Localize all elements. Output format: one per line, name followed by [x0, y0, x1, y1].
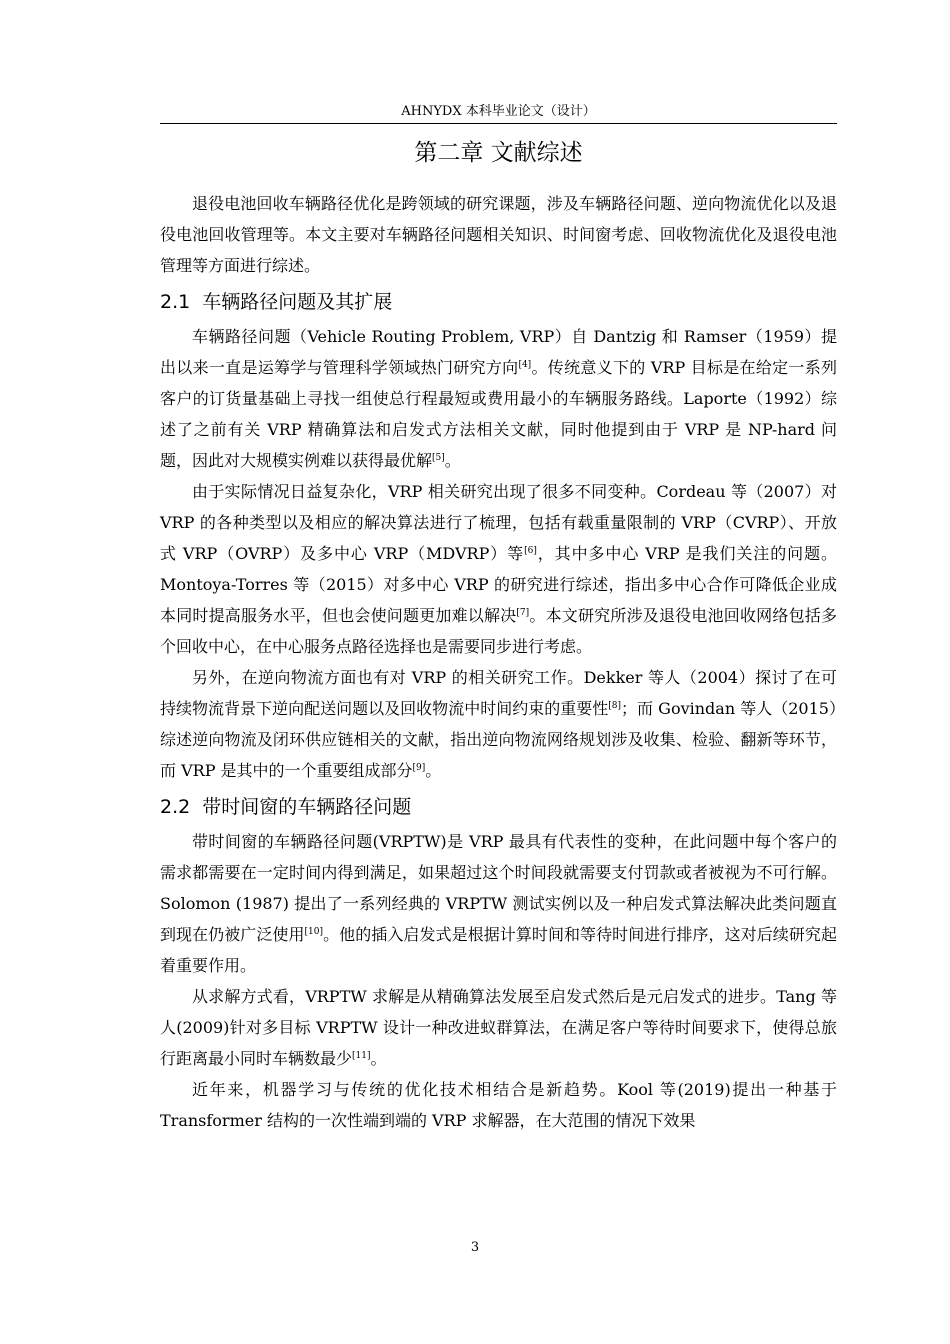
chapter-title: 第二章 文献综述 — [414, 140, 583, 166]
body-text — [160, 188, 837, 1136]
citation: [6] — [524, 546, 537, 556]
section-heading-2-2 — [160, 790, 837, 824]
section-number: 2.1 — [160, 291, 191, 313]
citation: [10] — [304, 927, 324, 937]
header-rule — [160, 123, 837, 124]
citation: [4] — [518, 360, 532, 370]
intro-paragraph: 退役电池回收车辆路径优化是跨领域的研究课题，涉及车辆路径问题、逆向物流优化以及退役电池回收管理等。本文主要对车辆路径问题相关知识、时间窗考虑、回收物流优化及退役电池管理等方面进行综述。 — [160, 194, 837, 275]
paragraph: 另外，在逆向物流方面也有对 VRP 的相关研究工作。Dekker 等人（2004）探讨了在可持续物流背景下逆向配送问题以及回收物流中时间约束的重要性[8]；而 Govindan 等人（2015）综述逆向物流及闭环供应链相关的文献，指出逆向物流网络规划涉及收集、检验、翻新等环节，而 VRP 是其中的一个重要组成部分[9]。 — [160, 668, 837, 780]
citation: [5] — [432, 453, 445, 463]
citation: [9] — [412, 763, 426, 773]
paragraph: 近年来，机器学习与传统的优化技术相结合是新趋势。Kool 等(2019)提出一种基于 Transformer 结构的一次性端到端的 VRP 求解器，在大范围的情况下效果 — [160, 1080, 837, 1130]
section-heading-2-1 — [160, 285, 837, 319]
paragraph: 带时间窗的车辆路径问题(VRPTW)是 VRP 最具有代表性的变种，在此问题中每个客户的需求都需要在一定时间内得到满足，如果超过这个时间段就需要支付罚款或者被视为不可行解。Solomon (1987) 提出了一系列经典的 VRPTW 测试实例以及一种启发式算法解决此类问题直到现在仍被广泛使用[10]。他的插入启发式是根据计算时间和等待时间进行排序，这对后续研究起着重要作用。 — [160, 832, 837, 975]
citation: [7] — [516, 608, 530, 618]
section-title: 车辆路径问题及其扩展 — [202, 291, 393, 313]
section-title: 带时间窗的车辆路径问题 — [202, 796, 412, 818]
citation: [8] — [608, 701, 622, 711]
running-header: AHNYDX 本科毕业论文（设计） — [401, 104, 596, 119]
section-number: 2.2 — [160, 796, 191, 818]
paragraph: 从求解方式看，VRPTW 求解是从精确算法发展至启发式然后是元启发式的进步。Tang 等人(2009)针对多目标 VRPTW 设计一种改进蚁群算法，在满足客户等待时间要求下，使得总旅行距离最小同时车辆数最少[11]。 — [160, 987, 837, 1068]
page-number: 3 — [470, 1240, 480, 1255]
paragraph: 由于实际情况日益复杂化，VRP 相关研究出现了很多不同变种。Cordeau 等（2007）对 VRP 的各种类型以及相应的解决算法进行了梳理，包括有载重量限制的 VRP（CVRP）、开放式 VRP（OVRP）及多中心 VRP（MDVRP）等[6]，其中多中心 VRP 是我们关注的问题。Montoya-Torres 等（2015）对多中心 VRP 的研究进行综述，指出多中心合作可降低企业成本同时提高服务水平，但也会使问题更加难以解决[7]。本文研究所涉及退役电池回收网络包括多个回收中心，在中心服务点路径选择也是需要同步进行考虑。 — [160, 482, 837, 656]
paragraph: 车辆路径问题（Vehicle Routing Problem, VRP）自 Dantzig 和 Ramser（1959）提出以来一直是运筹学与管理科学领域热门研究方向[4]。传统意义下的 VRP 目标是在给定一系列客户的订货量基础上寻找一组使总行程最短或费用最小的车辆服务路线。Laporte（1992）综述了之前有关 VRP 精确算法和启发式方法相关文献，同时他提到由于 VRP 是 NP-hard 问题，因此对大规模实例难以获得最优解[5]。 — [160, 327, 837, 470]
citation: [11] — [352, 1051, 371, 1061]
